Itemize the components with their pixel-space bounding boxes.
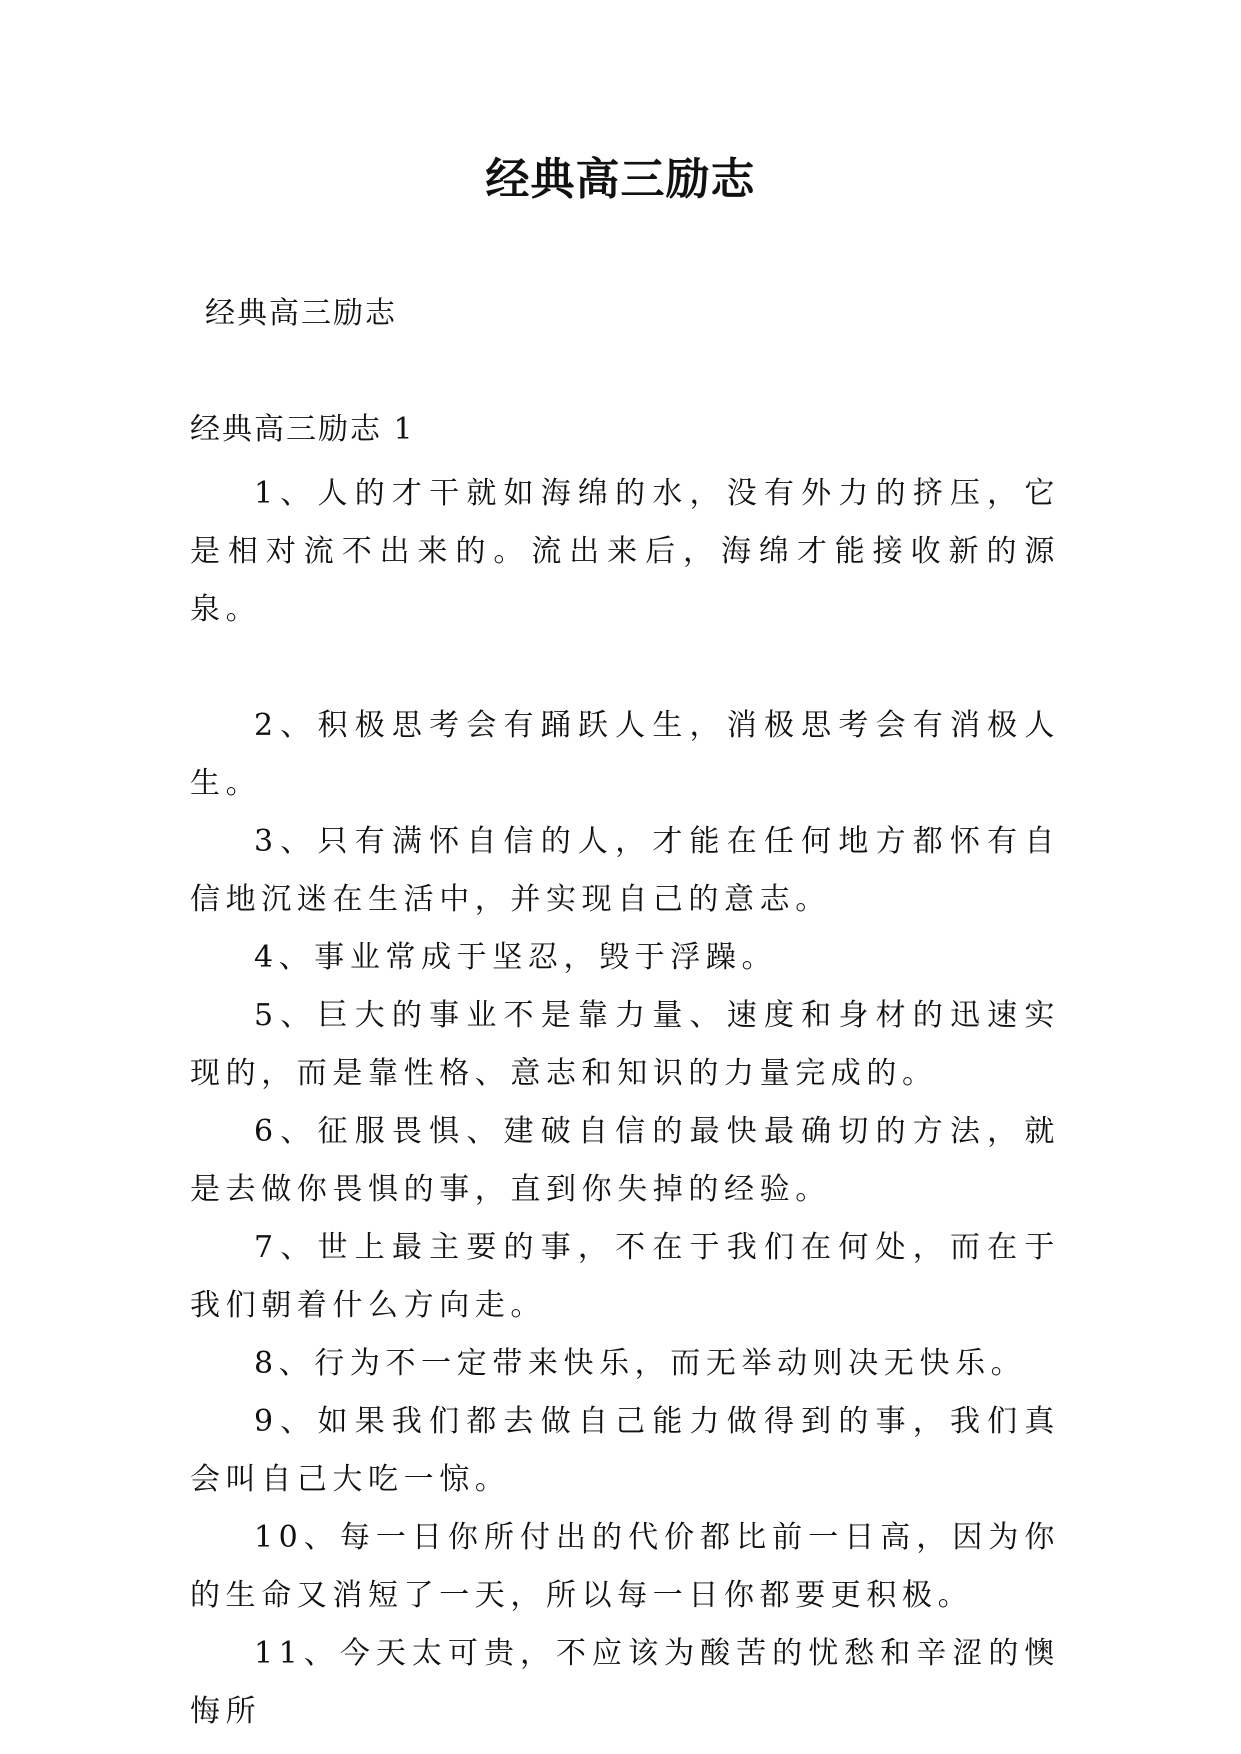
document-subtitle: 经典高三励志 — [205, 296, 397, 331]
paragraph-11: 11、今天太可贵，不应该为酸苦的忧愁和辛涩的懊悔所 — [190, 1636, 1060, 1729]
paragraph-6: 6、征服畏惧、建破自信的最快最确切的方法，就是去做你畏惧的事，直到你失掉的经验。 — [190, 1114, 1060, 1207]
paragraph-7: 7、世上最主要的事，不在于我们在何处，而在于我们朝着什么方向走。 — [190, 1230, 1060, 1323]
section-heading: 经典高三励志 1 — [190, 412, 415, 447]
paragraph-4: 4、事业常成于坚忍，毁于浮躁。 — [254, 940, 778, 975]
paragraph-3: 3、只有满怀自信的人，才能在任何地方都怀有自信地沉迷在生活中，并实现自己的意志。 — [190, 824, 1060, 917]
paragraph-1: 1、人的才干就如海绵的水，没有外力的挤压，它是相对流不出来的。流出来后，海绵才能接收新的源泉。 — [190, 476, 1060, 627]
paragraph-9: 9、如果我们都去做自己能力做得到的事，我们真会叫自己大吃一惊。 — [190, 1404, 1060, 1497]
paragraph-2: 2、积极思考会有踊跃人生，消极思考会有消极人生。 — [190, 708, 1060, 801]
paragraph-10: 10、每一日你所付出的代价都比前一日高，因为你的生命又消短了一天，所以每一日你都要更积极。 — [190, 1520, 1060, 1613]
body-text — [190, 465, 1060, 1741]
paragraph-5: 5、巨大的事业不是靠力量、速度和身材的迅速实现的，而是靠性格、意志和知识的力量完成的。 — [190, 998, 1060, 1091]
paragraph-8: 8、行为不一定带来快乐，而无举动则决无快乐。 — [254, 1346, 1027, 1381]
document-title: 经典高三励志 — [485, 154, 756, 205]
